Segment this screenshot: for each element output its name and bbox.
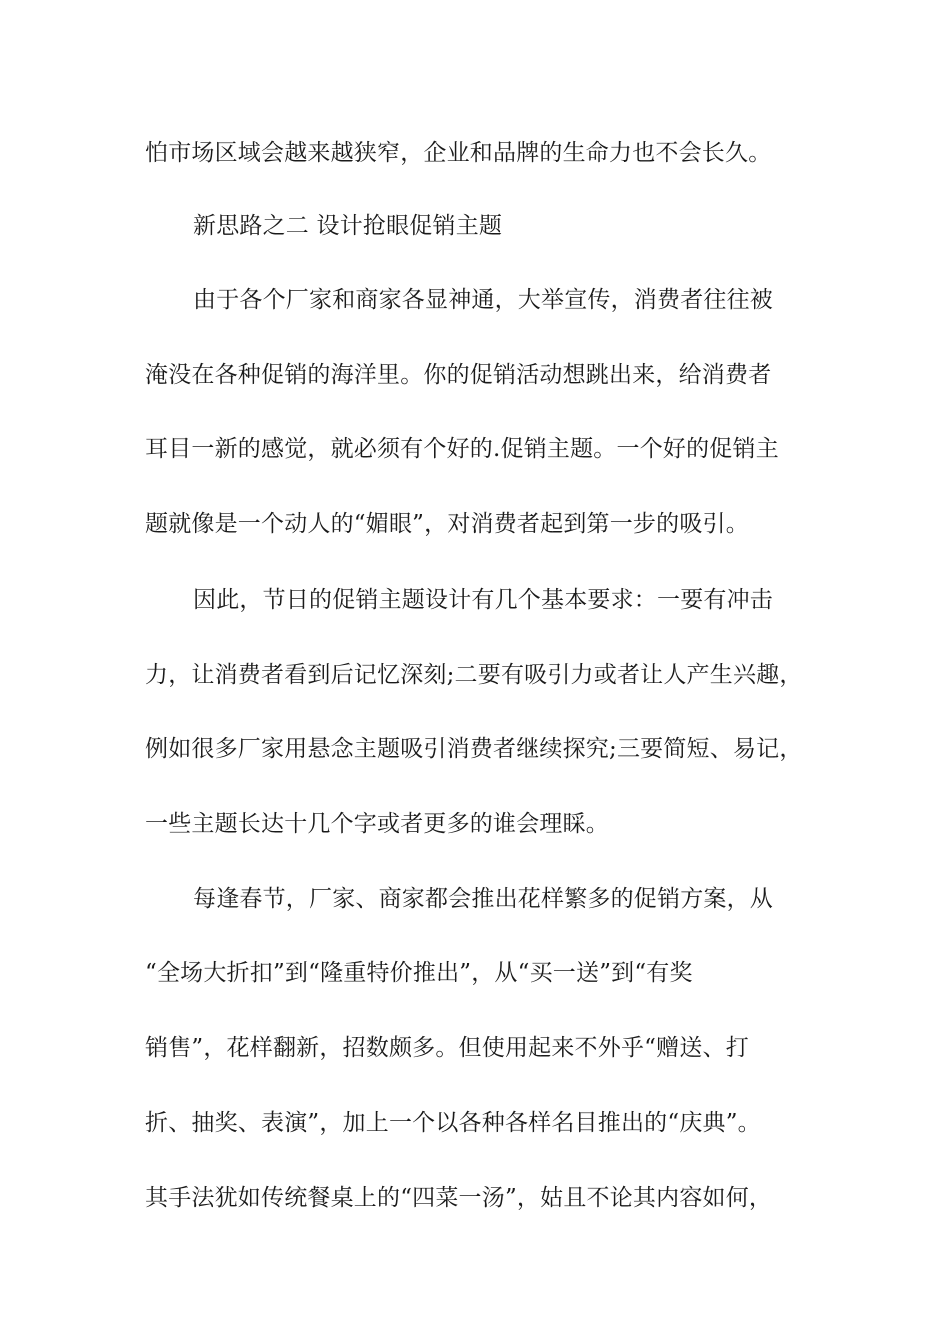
paragraph-line: 因此，节日的促销主题设计有几个基本要求：一要有冲击 bbox=[193, 587, 773, 613]
paragraph-line: 题就像是一个动人的“媚眼”，对消费者起到第一步的吸引。 bbox=[145, 511, 749, 537]
paragraph-line: 由于各个厂家和商家各显神通，大举宣传，消费者往往被 bbox=[193, 287, 773, 313]
paragraph-line: 折、抽奖、表演”，加上一个以各种各样名目推出的“庆典”。 bbox=[145, 1110, 761, 1136]
paragraph-line: 例如很多厂家用悬念主题吸引消费者继续探究;三要简短、易记， bbox=[145, 736, 803, 762]
paragraph-line: 怕市场区域会越来越狭窄，企业和品牌的生命力也不会长久。 bbox=[145, 140, 772, 166]
paragraph-line: 耳目一新的感觉，就必须有个好的.促销主题。一个好的促销主 bbox=[145, 436, 779, 462]
paragraph-line: 其手法犹如传统餐桌上的“四菜一汤”，姑且不论其内容如何， bbox=[145, 1185, 773, 1211]
paragraph-line: “全场大折扣”到“隆重特价推出”，从“买一送”到“有奖 bbox=[145, 960, 693, 986]
paragraph-line: 每逢春节，厂家、商家都会推出花样繁多的促销方案，从 bbox=[193, 886, 773, 912]
paragraph-line: 一些主题长达十几个字或者更多的谁会理睬。 bbox=[145, 811, 609, 837]
paragraph-line: 销售”，花样翻新，招数颇多。但使用起来不外乎“赠送、打 bbox=[145, 1035, 749, 1061]
paragraph-line: 淹没在各种促销的海洋里。你的促销活动想跳出来，给消费者 bbox=[145, 362, 772, 388]
paragraph-line: 力，让消费者看到后记忆深刻;二要有吸引力或者让人产生兴趣， bbox=[145, 662, 803, 688]
section-heading: 新思路之二 设计抢眼促销主题 bbox=[193, 213, 503, 239]
